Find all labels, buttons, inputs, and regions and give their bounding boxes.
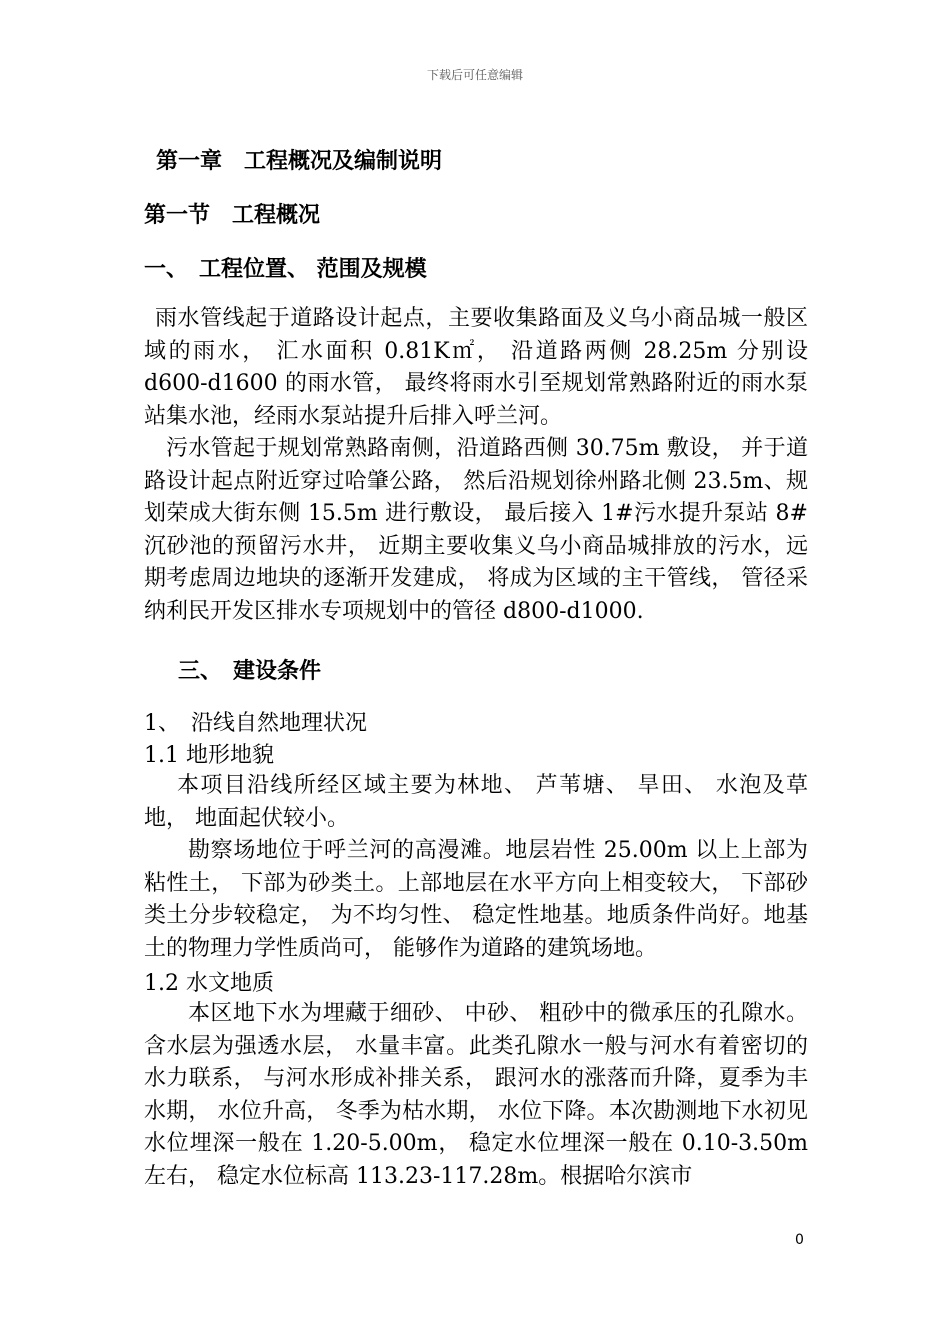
- paragraph-rainwater: 雨水管线起于道路设计起点，主要收集路面及义乌小商品城一般区域的雨水， 汇水面积 0.81K㎡， 沿道路两侧 28.25m 分别设 d600-d1600 的雨水管， 最终将雨水引至规划常熟路附近的雨水泵站集水池，经雨水泵站提升后排入呼兰河。: [144, 306, 808, 429]
- body-block-1: [144, 303, 808, 628]
- paragraph-sewage: 污水管起于规划常熟路南侧，沿道路西侧 30.75m 敷设， 并于道路设计起点附近穿过哈肇公路， 然后沿规划徐州路北侧 23.5m、规划荣成大街东侧 15.5m 进行敷设， 最后接入 1#污水提升泵站 8#沉砂池的预留污水井， 近期主要收集义乌小商品城排放的污水，远期考虑周边地块的逐渐开发建成， 将成为区域的主干管线， 管径采纳利民开发区排水专项规划中的管径 d800-d1000.: [144, 436, 808, 624]
- heading-location-scope: 一、 工程位置、 范围及规模: [144, 257, 427, 282]
- header-note: 下载后可任意编辑: [426, 68, 523, 82]
- heading-construction-conditions: 三、 建设条件: [178, 659, 322, 684]
- paragraph-terrain: 本项目沿线所经区域主要为林地、 芦苇塘、 旱田、 水泡及草地， 地面起伏较小。: [144, 773, 808, 831]
- body-block-2: [144, 770, 808, 965]
- subheading-hydrogeology: 1.2 水文地质: [144, 971, 274, 996]
- chapter-title: 第一章 工程概况及编制说明: [156, 149, 443, 174]
- body-block-3: [144, 998, 808, 1193]
- page-number: 0: [795, 1232, 804, 1248]
- section-title: 第一节 工程概况: [144, 203, 321, 228]
- subheading-terrain: 1.1 地形地貌: [144, 743, 274, 768]
- subheading-natural-geography: 1、 沿线自然地理状况: [144, 711, 367, 736]
- paragraph-hydrogeology: 本区地下水为埋藏于细砂、 中砂、 粗砂中的微承压的孔隙水。含水层为强透水层， 水量丰富。此类孔隙水一般与河水有着密切的水力联系， 与河水形成补排关系， 跟河水的涨落而升降，夏季为丰水期， 水位升高， 冬季为枯水期， 水位下降。本次勘测地下水初见水位埋深一般在 1.20-5.00m， 稳定水位埋深一般在 0.10-3.50m 左右， 稳定水位标高 113.23-117.28m。根据哈尔滨市: [144, 1001, 808, 1189]
- paragraph-geology: 勘察场地位于呼兰河的高漫滩。地层岩性 25.00m 以上上部为粘性土， 下部为砂类土。上部地层在水平方向上相变较大， 下部砂类土分步较稳定， 为不均匀性、 稳定性地基。地质条件尚好。地基土的物理力学性质尚可， 能够作为道路的建筑场地。: [144, 838, 808, 961]
